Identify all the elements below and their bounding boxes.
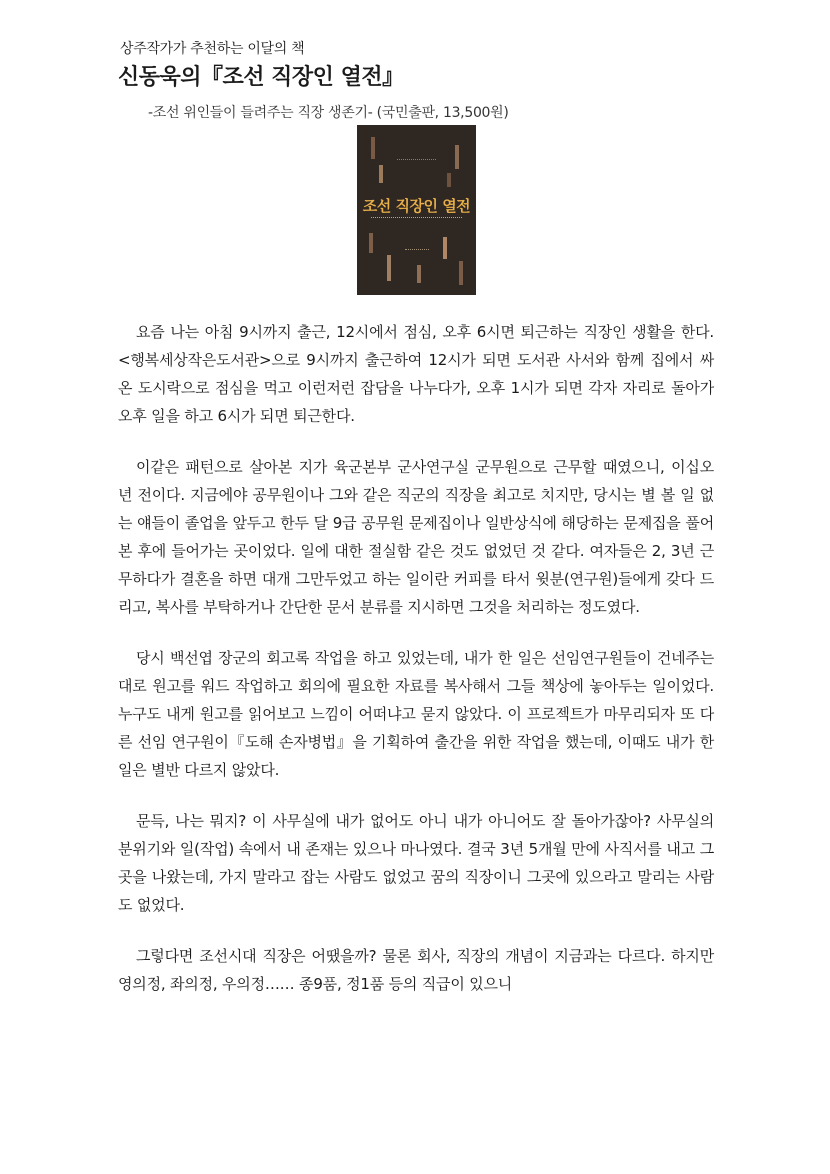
article-body	[118, 318, 714, 1021]
cover-figure	[387, 255, 391, 281]
section-kicker: 상주작가가 추천하는 이달의 책	[120, 41, 305, 57]
cover-figure	[459, 261, 463, 285]
cover-figure	[447, 173, 451, 187]
cover-figure	[369, 233, 373, 253]
body-paragraph: 문득, 나는 뭐지? 이 사무실에 내가 없어도 아니 내가 아니어도 잘 돌아가잖아? 사무실의 분위기와 일(작업) 속에서 내 존재는 있으나 마나였다. 결국 3년 5개월 만에 사직서를 내고 그곳을 나왔는데, 가지 말라고 잡는 사람도 없었고 꿈의 직장이니 그곳에 있으라고 말리는 사람도 없었다.	[118, 812, 714, 914]
cover-title: 조선 직장인 열전	[362, 197, 471, 215]
body-paragraph: 당시 백선엽 장군의 회고록 작업을 하고 있었는데, 내가 한 일은 선임연구원들이 건네주는 대로 원고를 워드 작업하고 회의에 필요한 자료를 복사해서 그들 책상에 놓아두는 일이었다. 누구도 내게 원고를 읽어보고 느낌이 어떠냐고 묻지 않았다. 이 프로젝트가 마무리되자 또 다른 선임 연구원이『도해 손자병법』을 기획하여 출간을 위한 작업을 했는데, 이때도 내가 한 일은 별반 다르지 않았다.	[118, 649, 714, 779]
cover-subtitle-decoration	[371, 217, 462, 220]
body-paragraph: 그렇다면 조선시대 직장은 어땠을까? 물론 회사, 직장의 개념이 지금과는 다르다. 하지만 영의정, 좌의정, 우의정…… 종9품, 정1품 등의 직급이 있으니	[118, 947, 714, 993]
body-paragraph: 이같은 패턴으로 살아본 지가 육군본부 군사연구실 군무원으로 근무할 때였으니, 이십오 년 전이다. 지금에야 공무원이나 그와 같은 직군의 직장을 최고로 치지만, 당시는 별 볼 일 없는 얘들이 졸업을 앞두고 한두 달 9급 공무원 문제집이나 일반상식에 해당하는 문제집을 풀어본 후에 들어가는 곳이었다. 일에 대한 절실함 같은 것도 없었던 것 같다. 여자들은 2, 3년 근무하다가 결혼을 하면 대개 그만두었고 하는 일이란 커피를 타서 윗분(연구원)들에게 갖다 드리고, 복사를 부탁하거나 간단한 문서 분류를 지시하면 그것을 처리하는 정도였다.	[118, 458, 714, 616]
cover-author-decoration	[405, 249, 429, 252]
cover-figure	[443, 237, 447, 259]
book-cover-image	[357, 125, 476, 295]
page-title: 신동욱의『조선 직장인 열전』	[118, 65, 404, 90]
cover-figure	[379, 165, 383, 183]
cover-figure	[371, 137, 375, 159]
cover-figure	[455, 145, 459, 169]
cover-figure	[417, 265, 421, 283]
cover-top-decoration	[397, 159, 436, 162]
body-paragraph: 요즘 나는 아침 9시까지 출근, 12시에서 점심, 오후 6시면 퇴근하는 직장인 생활을 한다. <행복세상작은도서관>으로 9시까지 출근하여 12시가 되면 도서관 사서와 함께 집에서 싸 온 도시락으로 점심을 먹고 이런저런 잡담을 나누다가, 오후 1시가 되면 각자 자리로 돌아가 오후 일을 하고 6시가 되면 퇴근한다.	[118, 323, 715, 425]
page-subtitle: -조선 위인들이 들려주는 직장 생존기- (국민출판, 13,500원)	[148, 105, 509, 121]
